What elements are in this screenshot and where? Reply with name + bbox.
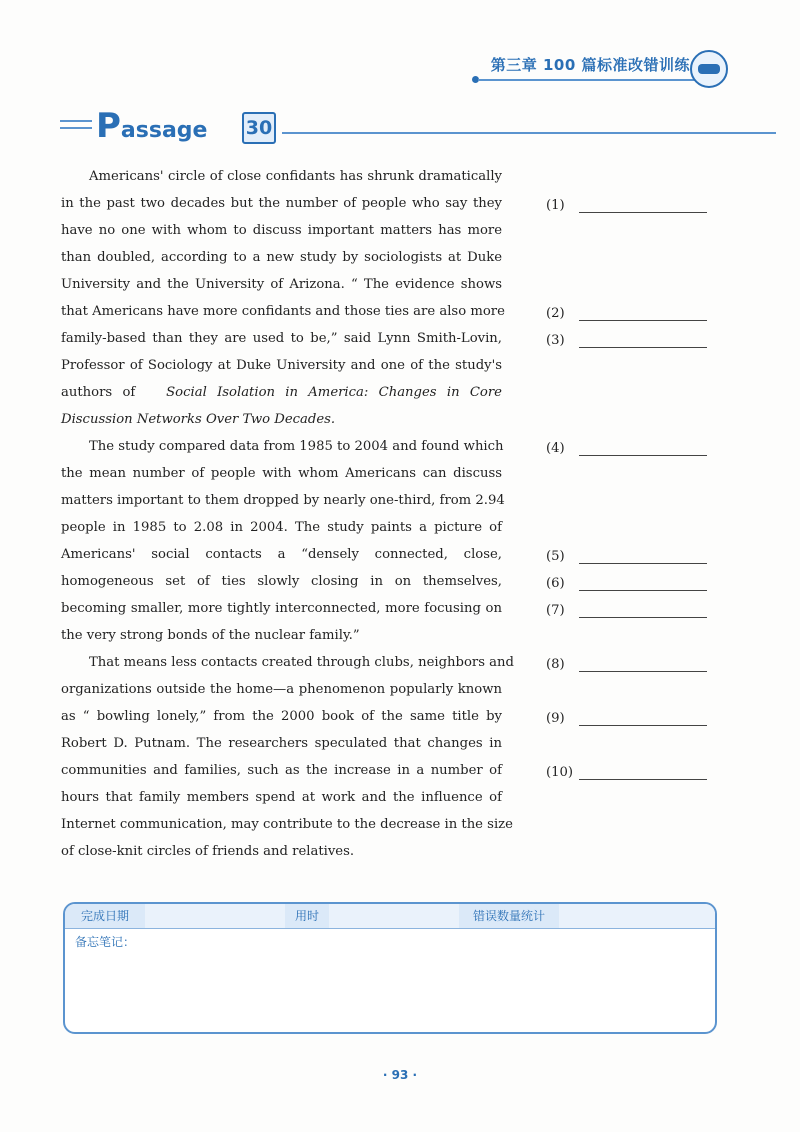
page-number: · 93 ·	[382, 1068, 418, 1082]
title-dash-icon	[60, 120, 92, 134]
passage-line: organizations outside the home—a phenomenon popularly known	[61, 682, 502, 697]
passage-title	[60, 106, 720, 146]
passage-line: matters important to them dropped by nearly one-third, from 2.94	[61, 493, 505, 508]
answer-blank[interactable]	[579, 455, 707, 456]
passage-line: communities and families, such as the increase in a number of	[61, 763, 502, 778]
answer-label: (6)	[546, 576, 565, 591]
book-title-end: Discussion Networks Over Two Decades.	[61, 412, 336, 427]
answer-9[interactable]	[546, 705, 716, 732]
answer-blank[interactable]	[579, 320, 707, 321]
answer-label: (10)	[546, 765, 574, 780]
passage-line: have no one with whom to discuss important matters has more	[61, 223, 502, 238]
passage-line	[61, 379, 502, 406]
passage-line: that Americans have more confidants and those ties are also more	[61, 304, 505, 319]
answer-label: (9)	[546, 711, 565, 726]
answer-4[interactable]	[546, 435, 716, 462]
passage-line: the very strong bonds of the nuclear family.”	[61, 628, 360, 643]
time-used-field[interactable]	[329, 904, 459, 928]
book-title: Social Isolation in America: Changes in Core	[166, 385, 502, 400]
passage-line: family-based than they are used to be,” said Lynn Smith-Lovin,	[61, 331, 502, 346]
passage-line: Internet communication, may contribute to the decrease in the size	[61, 817, 513, 832]
passage-fragment: authors of	[61, 385, 136, 400]
record-header-row	[65, 904, 715, 929]
completion-date-field[interactable]	[145, 904, 285, 928]
chapter-logo-icon	[690, 50, 728, 88]
passage-line: The study compared data from 1985 to 2004 and found which	[89, 439, 504, 454]
answer-label: (4)	[546, 441, 565, 456]
answer-5[interactable]	[546, 543, 716, 570]
title-cap: P	[96, 106, 121, 146]
answer-blank[interactable]	[579, 347, 707, 348]
error-count-label: 错误数量统计	[459, 904, 559, 928]
answer-10[interactable]	[546, 759, 716, 786]
passage-line: the mean number of people with whom Americans can discuss	[61, 466, 502, 481]
answer-blank[interactable]	[579, 671, 707, 672]
chapter-header: 第三章 100 篇标准改错训练	[490, 56, 690, 74]
passage-line: University and the University of Arizona. “ The evidence shows	[61, 277, 502, 292]
answer-2[interactable]	[546, 300, 716, 327]
passage-line: Robert D. Putnam. The researchers speculated that changes in	[61, 736, 502, 751]
error-count-field[interactable]	[559, 904, 715, 928]
passage-line: hours that family members spend at work and the influence of	[61, 790, 502, 805]
passage-line: as “ bowling lonely,” from the 2000 book of the same title by	[61, 709, 502, 724]
title-rule	[282, 132, 776, 134]
answer-blank[interactable]	[579, 779, 707, 780]
answer-6[interactable]	[546, 570, 716, 597]
answer-label: (5)	[546, 549, 565, 564]
passage-line: in the past two decades but the number of people who say they	[61, 196, 502, 211]
answer-label: (3)	[546, 333, 565, 348]
passage-line: homogeneous set of ties slowly closing in on themselves,	[61, 574, 502, 589]
passage-line: That means less contacts created through clubs, neighbors and	[89, 655, 514, 670]
answer-blank[interactable]	[579, 563, 707, 564]
answer-label: (7)	[546, 603, 565, 618]
passage-line: of close-knit circles of friends and relatives.	[61, 844, 355, 859]
passage-number: 30	[242, 112, 276, 144]
answer-label: (2)	[546, 306, 565, 321]
passage-line: Americans' social contacts a “densely connected, close,	[61, 547, 502, 562]
answer-7[interactable]	[546, 597, 716, 624]
completion-date-label: 完成日期	[65, 904, 145, 928]
time-used-label: 用时	[285, 904, 329, 928]
answer-8[interactable]	[546, 651, 716, 678]
answer-blank[interactable]	[579, 725, 707, 726]
passage-line: becoming smaller, more tightly interconnected, more focusing on	[61, 601, 502, 616]
memo-label: 备忘笔记：	[75, 935, 136, 949]
answer-label: (8)	[546, 657, 565, 672]
answer-blank[interactable]	[579, 617, 707, 618]
passage-line: people in 1985 to 2.08 in 2004. The study paints a picture of	[61, 520, 502, 535]
title-text	[96, 106, 207, 151]
answer-blank[interactable]	[579, 212, 707, 213]
passage-line	[61, 406, 502, 433]
chapter-rule	[478, 79, 718, 81]
title-rest: assage	[120, 118, 208, 143]
answer-3[interactable]	[546, 327, 716, 354]
passage-body	[61, 163, 514, 865]
answer-label: (1)	[546, 198, 565, 213]
passage-line: than doubled, according to a new study by sociologists at Duke	[61, 250, 502, 265]
answer-1[interactable]	[546, 192, 716, 219]
answer-blank[interactable]	[579, 590, 707, 591]
passage-line: Americans' circle of close confidants has shrunk dramatically	[89, 169, 502, 184]
passage-line: Professor of Sociology at Duke University and one of the study's	[61, 358, 502, 373]
record-box	[63, 902, 717, 1034]
